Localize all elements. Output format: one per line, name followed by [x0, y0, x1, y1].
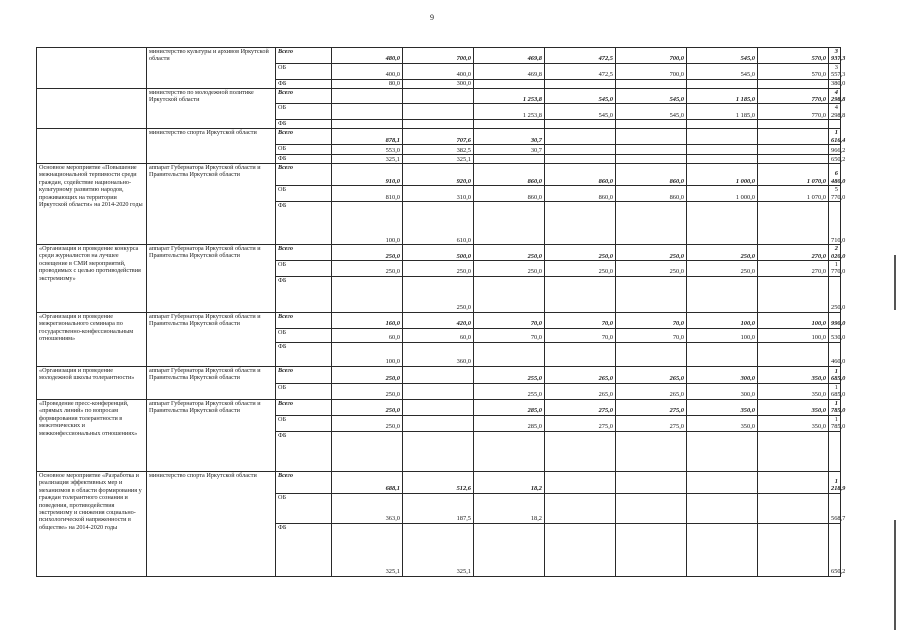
- year-value-cell: 250,0: [332, 261, 403, 277]
- funding-source: ОБ: [276, 493, 332, 523]
- year-value-cell: 100,0: [332, 202, 403, 245]
- year-value-cell: [758, 431, 829, 471]
- year-value-cell: [616, 145, 687, 155]
- year-value-cell: 770,0: [758, 88, 829, 104]
- year-value-cell: 500,0: [403, 245, 474, 261]
- activity-description: Основное мероприятие «Разработка и реализация эффективных мер и механизмов в области формирования у граждан толерантного сознания и поведения, противодействия экстремизму и снижения социально-психологической напряженности в обществе» на 2014-2020 годы: [37, 471, 147, 576]
- activity-description: «Организация и проведение молодежной школы толерантности»: [37, 366, 147, 399]
- funding-source: Всего: [276, 366, 332, 383]
- funding-source: ФБ: [276, 276, 332, 312]
- funding-source: ОБ: [276, 63, 332, 79]
- year-value-cell: [545, 471, 616, 493]
- year-value-cell: [758, 79, 829, 88]
- responsible-executor: министерство по молодежной политике Иркутской области: [147, 88, 276, 129]
- year-value-cell: 285,0: [474, 399, 545, 415]
- funding-source: ОБ: [276, 261, 332, 277]
- year-value-cell: [474, 155, 545, 164]
- year-value-cell: [545, 79, 616, 88]
- year-value-cell: 570,0: [758, 63, 829, 79]
- year-value-cell: [474, 431, 545, 471]
- year-value-cell: 300,0: [687, 383, 758, 399]
- table-row: [37, 88, 841, 104]
- total-cell: 6 480,0: [829, 164, 841, 186]
- year-value-cell: 810,0: [332, 186, 403, 202]
- year-value-cell: 30,7: [474, 145, 545, 155]
- year-value-cell: [616, 202, 687, 245]
- year-value-cell: 860,0: [616, 186, 687, 202]
- year-value-cell: 472,5: [545, 63, 616, 79]
- funding-source: ФБ: [276, 431, 332, 471]
- year-value-cell: [758, 120, 829, 129]
- year-value-cell: 400,0: [403, 63, 474, 79]
- year-value-cell: 1 185,0: [687, 88, 758, 104]
- year-value-cell: 275,0: [616, 415, 687, 431]
- year-value-cell: 275,0: [545, 415, 616, 431]
- year-value-cell: [758, 276, 829, 312]
- table-row: [37, 366, 841, 383]
- program-funding-table: [36, 47, 846, 577]
- year-value-cell: [545, 155, 616, 164]
- year-value-cell: 100,0: [687, 328, 758, 342]
- responsible-executor: аппарат Губернатора Иркутской области и Правительства Иркутской области: [147, 366, 276, 399]
- year-value-cell: 350,0: [758, 399, 829, 415]
- total-cell: 966,2: [829, 145, 841, 155]
- year-value-cell: 860,0: [474, 164, 545, 186]
- year-value-cell: 469,8: [474, 48, 545, 64]
- year-value-cell: [687, 276, 758, 312]
- year-value-cell: 350,0: [687, 399, 758, 415]
- year-value-cell: [616, 79, 687, 88]
- year-value-cell: [474, 79, 545, 88]
- funding-source: Всего: [276, 245, 332, 261]
- year-value-cell: 707,6: [403, 129, 474, 145]
- table-body: [37, 48, 846, 577]
- year-value-cell: 1 070,0: [758, 164, 829, 186]
- table-row: [37, 129, 841, 145]
- total-cell: 1 616,4: [829, 129, 841, 145]
- year-value-cell: 300,0: [687, 366, 758, 383]
- table-row: [37, 164, 841, 186]
- activity-description: Основное мероприятие «Повышение межнациональной терпимости среди граждан, содействие национально-культурному развитию народов, проживающих на территории Иркутской области» на 2014-2020 годы: [37, 164, 147, 245]
- year-value-cell: [332, 431, 403, 471]
- year-value-cell: 860,0: [545, 164, 616, 186]
- funding-source: ФБ: [276, 79, 332, 88]
- year-value-cell: 70,0: [545, 312, 616, 328]
- year-value-cell: 350,0: [687, 415, 758, 431]
- year-value-cell: 275,0: [545, 399, 616, 415]
- year-value-cell: [758, 493, 829, 523]
- year-value-cell: 325,1: [403, 155, 474, 164]
- total-cell: 3 937,3: [829, 48, 841, 64]
- year-value-cell: 80,0: [332, 79, 403, 88]
- responsible-executor: министерство спорта Иркутской области: [147, 471, 276, 576]
- year-value-cell: 265,0: [545, 366, 616, 383]
- funding-source: ФБ: [276, 155, 332, 164]
- table-row: [37, 312, 841, 328]
- year-value-cell: 100,0: [332, 342, 403, 366]
- year-value-cell: 275,0: [616, 399, 687, 415]
- total-cell: 1 785,0: [829, 415, 841, 431]
- year-value-cell: 250,0: [403, 276, 474, 312]
- year-value-cell: [687, 202, 758, 245]
- year-value-cell: 363,0: [332, 493, 403, 523]
- year-value-cell: [687, 145, 758, 155]
- year-value-cell: [545, 342, 616, 366]
- year-value-cell: 18,2: [474, 493, 545, 523]
- year-value-cell: [687, 493, 758, 523]
- year-value-cell: [616, 431, 687, 471]
- year-value-cell: 382,5: [403, 145, 474, 155]
- year-value-cell: 325,1: [332, 155, 403, 164]
- funding-source: ОБ: [276, 328, 332, 342]
- activity-description: «Организация и проведение конкурса среди журналистов на лучшее освещение в СМИ мероприятий, проводимых с целью противодействия экстремизму»: [37, 245, 147, 313]
- year-value-cell: 270,0: [758, 245, 829, 261]
- scan-edge-mark: [894, 520, 896, 630]
- funding-source: ФБ: [276, 523, 332, 576]
- year-value-cell: 187,5: [403, 493, 474, 523]
- year-value-cell: 878,1: [332, 129, 403, 145]
- year-value-cell: [687, 523, 758, 576]
- year-value-cell: [474, 202, 545, 245]
- year-value-cell: 860,0: [616, 164, 687, 186]
- year-value-cell: 100,0: [687, 312, 758, 328]
- total-cell: 530,0: [829, 328, 841, 342]
- year-value-cell: [545, 523, 616, 576]
- total-cell: 650,2: [829, 155, 841, 164]
- funding-source: Всего: [276, 312, 332, 328]
- funding-source: Всего: [276, 471, 332, 493]
- year-value-cell: 400,0: [332, 63, 403, 79]
- year-value-cell: [687, 120, 758, 129]
- year-value-cell: [687, 471, 758, 493]
- year-value-cell: 545,0: [616, 104, 687, 120]
- year-value-cell: 70,0: [616, 312, 687, 328]
- year-value-cell: [616, 276, 687, 312]
- year-value-cell: 325,1: [403, 523, 474, 576]
- year-value-cell: [616, 342, 687, 366]
- responsible-executor: министерство спорта Иркутской области: [147, 129, 276, 164]
- year-value-cell: [616, 155, 687, 164]
- year-value-cell: 70,0: [474, 312, 545, 328]
- year-value-cell: [545, 493, 616, 523]
- responsible-executor: аппарат Губернатора Иркутской области и Правительства Иркутской области: [147, 312, 276, 366]
- year-value-cell: 310,0: [403, 186, 474, 202]
- year-value-cell: [687, 155, 758, 164]
- year-value-cell: 472,5: [545, 48, 616, 64]
- year-value-cell: 350,0: [758, 366, 829, 383]
- year-value-cell: 250,0: [545, 245, 616, 261]
- year-value-cell: [545, 145, 616, 155]
- year-value-cell: [403, 399, 474, 415]
- funding-source: ОБ: [276, 145, 332, 155]
- year-value-cell: 610,0: [403, 202, 474, 245]
- year-value-cell: 30,7: [474, 129, 545, 145]
- year-value-cell: [616, 120, 687, 129]
- year-value-cell: [687, 342, 758, 366]
- funding-source: ФБ: [276, 120, 332, 129]
- table-row: [37, 471, 841, 493]
- year-value-cell: 700,0: [616, 48, 687, 64]
- year-value-cell: 1 000,0: [687, 164, 758, 186]
- year-value-cell: 910,0: [332, 164, 403, 186]
- year-value-cell: [687, 431, 758, 471]
- total-cell: [829, 120, 841, 129]
- year-value-cell: 70,0: [616, 328, 687, 342]
- funding-source: Всего: [276, 48, 332, 64]
- year-value-cell: 325,1: [332, 523, 403, 576]
- year-value-cell: [616, 493, 687, 523]
- year-value-cell: 250,0: [545, 261, 616, 277]
- year-value-cell: 250,0: [332, 383, 403, 399]
- funding-source: ОБ: [276, 186, 332, 202]
- year-value-cell: [616, 129, 687, 145]
- year-value-cell: [403, 366, 474, 383]
- year-value-cell: 250,0: [332, 245, 403, 261]
- year-value-cell: 350,0: [758, 383, 829, 399]
- year-value-cell: 265,0: [545, 383, 616, 399]
- year-value-cell: [332, 88, 403, 104]
- page-number: 9: [430, 13, 434, 22]
- year-value-cell: 420,0: [403, 312, 474, 328]
- year-value-cell: 545,0: [545, 88, 616, 104]
- year-value-cell: [545, 120, 616, 129]
- year-value-cell: [332, 104, 403, 120]
- year-value-cell: 1 185,0: [687, 104, 758, 120]
- year-value-cell: 250,0: [687, 261, 758, 277]
- year-value-cell: 285,0: [474, 415, 545, 431]
- year-value-cell: [758, 155, 829, 164]
- year-value-cell: [616, 471, 687, 493]
- year-value-cell: 60,0: [403, 328, 474, 342]
- total-cell: 568,7: [829, 493, 841, 523]
- year-value-cell: 512,6: [403, 471, 474, 493]
- funding-source: ОБ: [276, 383, 332, 399]
- year-value-cell: [687, 79, 758, 88]
- responsible-executor: министерство культуры и архивов Иркутской области: [147, 48, 276, 89]
- total-cell: 1 218,9: [829, 471, 841, 493]
- year-value-cell: 545,0: [545, 104, 616, 120]
- total-cell: 990,0: [829, 312, 841, 328]
- year-value-cell: 250,0: [616, 261, 687, 277]
- year-value-cell: [403, 120, 474, 129]
- year-value-cell: 545,0: [687, 48, 758, 64]
- year-value-cell: 545,0: [687, 63, 758, 79]
- year-value-cell: 700,0: [403, 48, 474, 64]
- total-cell: 4 298,8: [829, 88, 841, 104]
- table-row: [37, 399, 841, 415]
- funding-source: Всего: [276, 88, 332, 104]
- total-cell: 5 770,0: [829, 186, 841, 202]
- year-value-cell: [403, 431, 474, 471]
- year-value-cell: 300,0: [403, 79, 474, 88]
- year-value-cell: 255,0: [474, 383, 545, 399]
- year-value-cell: [758, 471, 829, 493]
- year-value-cell: 70,0: [474, 328, 545, 342]
- activity-description: [37, 48, 147, 89]
- funding-source: Всего: [276, 399, 332, 415]
- year-value-cell: [474, 523, 545, 576]
- year-value-cell: [403, 104, 474, 120]
- year-value-cell: 100,0: [758, 312, 829, 328]
- funding-source: ОБ: [276, 104, 332, 120]
- year-value-cell: [332, 120, 403, 129]
- total-cell: 1 685,0: [829, 366, 841, 383]
- activity-description: [37, 88, 147, 129]
- activity-description: [37, 129, 147, 164]
- year-value-cell: 1 253,8: [474, 104, 545, 120]
- year-value-cell: 255,0: [474, 366, 545, 383]
- total-cell: 4 298,8: [829, 104, 841, 120]
- year-value-cell: 1 253,8: [474, 88, 545, 104]
- year-value-cell: 250,0: [474, 245, 545, 261]
- year-value-cell: 18,2: [474, 471, 545, 493]
- year-value-cell: 1 000,0: [687, 186, 758, 202]
- year-value-cell: 360,0: [403, 342, 474, 366]
- year-value-cell: 100,0: [758, 328, 829, 342]
- year-value-cell: [616, 523, 687, 576]
- responsible-executor: аппарат Губернатора Иркутской области и Правительства Иркутской области: [147, 245, 276, 313]
- total-cell: 650,2: [829, 523, 841, 576]
- year-value-cell: 688,1: [332, 471, 403, 493]
- year-value-cell: 250,0: [332, 399, 403, 415]
- total-cell: 3 557,3: [829, 63, 841, 79]
- table-row: [37, 48, 841, 64]
- year-value-cell: [403, 88, 474, 104]
- activity-description: «Организация и проведение межрегионального семинара по государственно-конфессиональным отношениям»: [37, 312, 147, 366]
- year-value-cell: 250,0: [687, 245, 758, 261]
- year-value-cell: 860,0: [545, 186, 616, 202]
- year-value-cell: 770,0: [758, 104, 829, 120]
- year-value-cell: [474, 342, 545, 366]
- year-value-cell: 860,0: [474, 186, 545, 202]
- responsible-executor: аппарат Губернатора Иркутской области и Правительства Иркутской области: [147, 164, 276, 245]
- total-cell: 1 685,0: [829, 383, 841, 399]
- year-value-cell: 250,0: [474, 261, 545, 277]
- year-value-cell: 700,0: [616, 63, 687, 79]
- responsible-executor: аппарат Губернатора Иркутской области и Правительства Иркутской области: [147, 399, 276, 471]
- funding-source: ФБ: [276, 202, 332, 245]
- year-value-cell: [403, 415, 474, 431]
- year-value-cell: 250,0: [332, 366, 403, 383]
- year-value-cell: 920,0: [403, 164, 474, 186]
- total-cell: 460,0: [829, 342, 841, 366]
- scan-edge-mark: [894, 255, 896, 310]
- year-value-cell: 265,0: [616, 366, 687, 383]
- year-value-cell: 469,8: [474, 63, 545, 79]
- year-value-cell: 250,0: [403, 261, 474, 277]
- funding-source: ОБ: [276, 415, 332, 431]
- year-value-cell: [545, 276, 616, 312]
- year-value-cell: 250,0: [332, 415, 403, 431]
- funding-source: ФБ: [276, 342, 332, 366]
- total-cell: 2 020,0: [829, 245, 841, 261]
- table-row: [37, 245, 841, 261]
- activity-description: «Проведение пресс-конференций, «прямых линий» по вопросам формирования толерантности в межэтнических и межконфессиональных отношениях»: [37, 399, 147, 471]
- year-value-cell: [474, 276, 545, 312]
- year-value-cell: [545, 129, 616, 145]
- total-cell: [829, 431, 841, 471]
- year-value-cell: 60,0: [332, 328, 403, 342]
- year-value-cell: 553,0: [332, 145, 403, 155]
- year-value-cell: 160,0: [332, 312, 403, 328]
- total-cell: 710,0: [829, 202, 841, 245]
- year-value-cell: 1 070,0: [758, 186, 829, 202]
- year-value-cell: [687, 129, 758, 145]
- year-value-cell: [474, 120, 545, 129]
- year-value-cell: 270,0: [758, 261, 829, 277]
- year-value-cell: [332, 276, 403, 312]
- year-value-cell: [545, 202, 616, 245]
- year-value-cell: [758, 145, 829, 155]
- year-value-cell: 545,0: [616, 88, 687, 104]
- year-value-cell: 570,0: [758, 48, 829, 64]
- year-value-cell: [758, 129, 829, 145]
- funding-source: Всего: [276, 164, 332, 186]
- total-cell: 250,0: [829, 276, 841, 312]
- total-cell: 380,0: [829, 79, 841, 88]
- year-value-cell: 265,0: [616, 383, 687, 399]
- total-cell: 1 785,0: [829, 399, 841, 415]
- year-value-cell: 70,0: [545, 328, 616, 342]
- year-value-cell: [758, 342, 829, 366]
- year-value-cell: [758, 523, 829, 576]
- year-value-cell: [545, 431, 616, 471]
- year-value-cell: 480,0: [332, 48, 403, 64]
- year-value-cell: 350,0: [758, 415, 829, 431]
- year-value-cell: [403, 383, 474, 399]
- year-value-cell: 250,0: [616, 245, 687, 261]
- year-value-cell: [758, 202, 829, 245]
- funding-source: Всего: [276, 129, 332, 145]
- total-cell: 1 770,0: [829, 261, 841, 277]
